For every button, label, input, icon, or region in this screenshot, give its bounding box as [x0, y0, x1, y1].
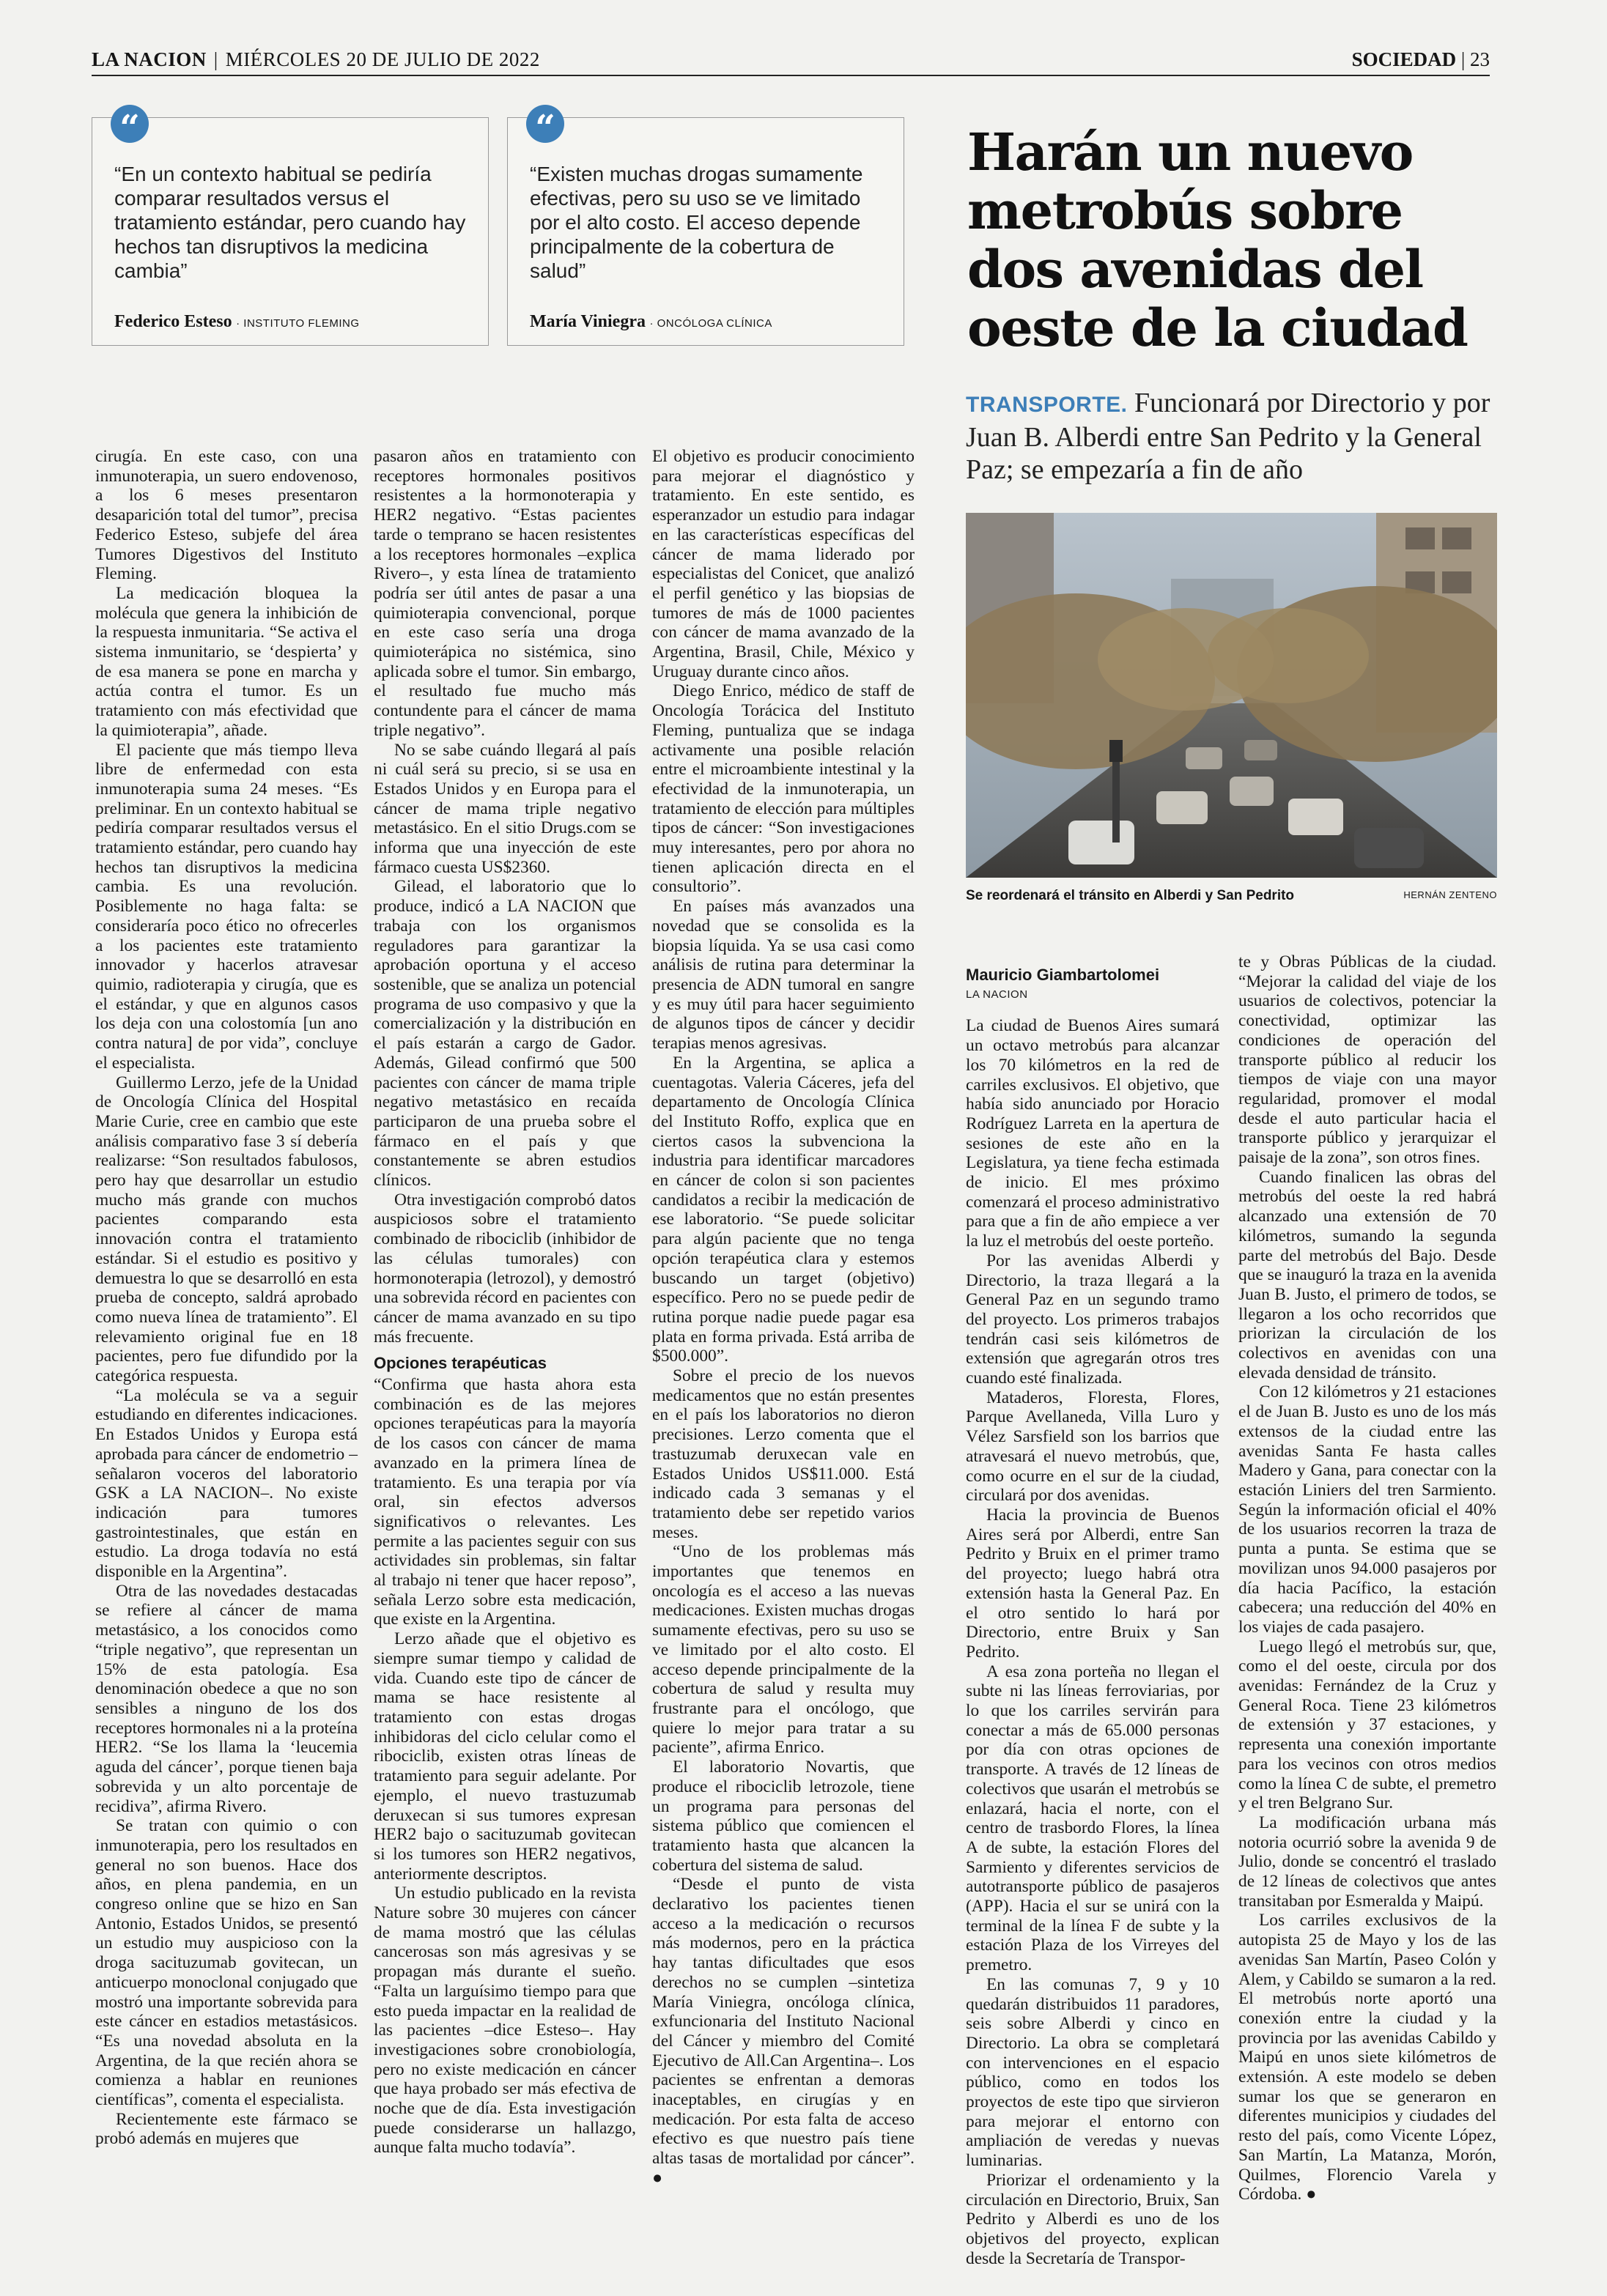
header-left [92, 48, 540, 71]
paragraph: Diego Enrico, médico de staff de Oncología Torácica del Instituto Fleming, puntualiza que se indaga activamente una posible relación entre el microambiente intestinal y la efectividad de la inmunoterapia, un tratamiento de elección para múltiples tipos de cáncer: “Son investigaciones muy interesantes, pero por ahora no tienen aplicación directa en el consultorio”. [652, 681, 915, 897]
paragraph: Sobre el precio de los nuevos medicamentos que no están presentes en el país los laboratorios no dieron precisiones. Lerzo comenta que el trastuzumab deruxecan vale en Estados Unidos US$11.000. Está indicado cada 3 semanas y el tratamiento debe ser repetido varios meses. [652, 1366, 915, 1542]
paragraph: cirugía. En este caso, con una inmunoterapia, un suero endovenoso, a los 6 meses presentaron desaparición total del tumor”, precisa Federico Esteso, subjefe del área Tumores Digestivos del Instituto Fleming. [95, 447, 358, 584]
article2-column-1 [966, 966, 1219, 2268]
pull-quote-text: “En un contexto habitual se pediría comparar resultados versus el tratamiento estándar, pero cuando hay hechos tan disruptivos la medicina cambia” [114, 163, 466, 282]
page-number: 23 [1470, 48, 1490, 70]
article-photo [966, 513, 1497, 878]
paragraph: El laboratorio Novartis, que produce el ribociclib letrozole, tiene un programa para personas del sistema público que comiencen el tratamiento hasta que alcancen la cobertura del sistema de salud. [652, 1758, 915, 1875]
article-kicker [966, 387, 1508, 486]
page-header [92, 45, 1490, 76]
paragraph: El paciente que más tiempo lleva libre de enfermedad con esta inmunoterapia suma 24 meses. “Es preliminar. En un contexto habitual se pediría comparar resultados versus el tratamiento estándar, pero cuando hay hechos tan disruptivos la medicina cambia. Es una revolución. Posiblemente no haga falta: se consideraría poco ético no ofrecerles a los pacientes este tratamiento innovador y hacerlos atravesar quimio, radioterapia y cirugía, que es el estándar, y que en algunos casos los deja con una colostomía [un ano contra natura] de por vida”, concluye el especialista. [95, 740, 358, 1073]
paragraph: Se tratan con quimio o con inmunoterapia, pero los resultados en general no son buenos. Hace dos años, en plena pandemia, en un congreso online que se hizo en San Antonio, Estados Unidos, se presentó un estudio muy auspicioso con la droga sacituzumab govitecan, un anticuerpo monoclonal conjugado que mostró una importante sobrevida para este cáncer en estadios metastásicos. “Es una novedad absoluta en la Argentina, de la que recién ahora se comienza a hablar en reuniones científicas”, comenta el especialista. [95, 1816, 358, 2110]
header-separator: | [1456, 48, 1470, 70]
header-right [1352, 48, 1490, 71]
paragraph: Otra de las novedades destacadas se refiere al cáncer de mama metastásico, a los conocidos como “triple negativo”, que representan un 15% de esta patología. Esa denominación obedece a que no son sensibles a ninguno de los dos receptores hormonales ni a la proteína HER2. “Se los llama la ‘leucemia aguda del cáncer’, porque tienen baja sobrevida y un alto porcentaje de recidiva”, afirma Rivero. [95, 1581, 358, 1816]
kicker-text: Funcionará por Directorio y por Juan B. Alberdi entre San Pedrito y la General Paz; se empezaría a fin de año [966, 388, 1490, 485]
article1-column-2 [374, 447, 636, 2158]
pull-quote-1 [92, 108, 489, 346]
pull-quote-author [530, 312, 772, 332]
pull-quote-author [114, 312, 360, 332]
paragraph: Recientemente este fármaco se probó además en mujeres que [95, 2109, 358, 2149]
paragraph: “La molécula se va a seguir estudiando en diferentes indicaciones. En Estados Unidos y Europa está aprobada para cáncer de endometrio –señalaron voceros del laboratorio GSK a LA NACION–. No existe indicación para tumores gastrointestinales, que están en estudio. La droga todavía no está disponible en la Argentina”. [95, 1385, 358, 1582]
quote-icon: “ [526, 105, 564, 143]
paragraph: No se sabe cuándo llegará al país ni cuál será su precio, si se usa en Estados Unidos y en Europa para el cáncer de mama triple negativo metastásico. En el sitio Drugs.com se informa que una inyección de este fármaco cuesta US$2360. [374, 740, 636, 877]
photo-caption-text: Se reordenará el tránsito en Alberdi y San Pedrito [966, 888, 1295, 903]
paragraph: te y Obras Públicas de la ciudad. “Mejorar la calidad del viaje de los usuarios de colectivos, potenciar la conectividad, optimizar las condiciones de operación del transporte público al reducir los tiempos de viaje con una mayor regularidad, promover el modal desde el auto particular hacia el transporte público y jerarquizar el paisaje de la zona”, son otros fines. [1238, 952, 1496, 1168]
paragraph: Otra investigación comprobó datos auspiciosos sobre el tratamiento combinado de ribociclib (inhibidor de las células tumorales) con hormonoterapia (letrozol), y demostró una sobrevida récord en pacientes con cáncer de mama avanzado en su tipo más frecuente. [374, 1190, 636, 1347]
paragraph: Hacia la provincia de Buenos Aires será por Alberdi, entre San Pedrito y Bruix en el primer tramo del proyecto; luego habrá otra extensión hasta la General Paz. En el otro sentido lo hará por Directorio, entre Bruix y San Pedrito. [966, 1505, 1219, 1662]
paragraph: A esa zona porteña no llegan el subte ni las líneas ferroviarias, por lo que los carriles servirán para conectar a más de 65.000 personas por día con otras opciones de transporte. A través de 12 líneas de colectivos que usarán el metrobús se enlazará, hacia el norte, con el centro de trasbordo Flores, la línea A de subte, la estación Flores del Sarmiento y diferentes servicios de autotransporte público de pasajeros (APP). Hacia el sur se unirá con la terminal de la línea F de subte y la estación Plaza de los Virreyes del premetro. [966, 1662, 1219, 1975]
photo-caption [966, 888, 1497, 904]
paragraph: La modificación urbana más notoria ocurrió sobre la avenida 9 de Julio, donde se concentró el traslado de 12 líneas de colectivos que antes transitaban por Esmeralda y Maipú. [1238, 1812, 1496, 1911]
pull-quote-author-role: · ONCÓLOGA CLÍNICA [649, 317, 772, 330]
paragraph: pasaron años en tratamiento con receptores hormonales positivos resistentes a la hormonoterapia y HER2 negativo. “Estas pacientes tarde o temprano se hacen resistentes a los receptores hormonales –explica Rivero–, y esta línea de tratamiento podría ser útil antes de pasar a una quimioterapia convencional, porque en este caso sería una droga quimioterápica no sistémica, sino aplicada sobre el tumor. Sin embargo, el resultado fue mucho más contundente para el cáncer de mama triple negativo”. [374, 447, 636, 740]
byline-organization: LA NACION [966, 988, 1028, 1001]
paragraph: Luego llegó el metrobús sur, que, como el del oeste, circula por dos avenidas: Fernández de la Cruz y General Roca. Tiene 23 kilómetros de extensión y 37 estaciones, y representa una conexión importante para los vecinos con otros medios como la línea C de subte, el premetro y el tren Belgrano Sur. [1238, 1637, 1496, 1813]
paragraph: Un estudio publicado en la revista Nature sobre 30 mujeres con cáncer de mama mostró que las células cancerosas son más agresivas y se propagan más durante el sueño. “Falta un larguísimo tiempo para que esto pueda impactar en la realidad de las pacientes –dice Esteso–. Hay investigaciones sobre cronobiología, pero no existe medicación en cáncer que haya probado ser más efectiva de noche que de día. Esta investigación puede considerarse un hallazgo, aunque falta mucho todavía”. [374, 1884, 636, 2158]
paragraph: “Uno de los problemas más importantes que tenemos en oncología es el acceso a las nuevas medicaciones. Existen muchas drogas sumamente efectivas, pero su uso se ve limitado por el alto costo. El acceso depende principalmente de la cobertura de salud y resulta muy frustrante para el oncólogo, que quiere lo mejor para tratar a su paciente”, afirma Enrico. [652, 1542, 915, 1758]
pull-quote-author-name: María Viniegra [530, 312, 646, 331]
header-separator: | [213, 48, 218, 70]
paragraph: Mataderos, Floresta, Flores, Parque Avellaneda, Villa Luro y Vélez Sarsfield son los barrios que atravesará el nuevo metrobús, que, como ocurre en el sur de la ciudad, circulará por dos avenidas. [966, 1388, 1219, 1506]
paragraph: Los carriles exclusivos de la autopista 25 de Mayo y los de las avenidas San Martín, Paseo Colón y Alem, y Cabildo se sumaron a la red. El metrobús norte aportó una conexión entre la ciudad y la provincia por las avenidas Cabildo y Maipú en unos siete kilómetros de extensión. A este modelo se deben sumar los que se generaron en diferentes municipios y ciudades del resto del país, como Vicente López, San Martín, La Matanza, Morón, Quilmes, Florencio Varela y Córdoba. ● [1238, 1911, 1496, 2204]
pull-quote-2 [507, 108, 904, 346]
street-photo-illustration [966, 513, 1497, 878]
paragraph: El objetivo es producir conocimiento para mejorar el diagnóstico y tratamiento. En este sentido, es esperanzador un estudio para indagar en las características específicas del cáncer de mama liderado por especialistas del Conicet, que analizó el perfil genético y las biopsias de tumores de más de 1000 pacientes con cáncer de mama avanzado de la Argentina, Brasil, Chile, México y Uruguay durante cinco años. [652, 447, 915, 681]
article1-column-3 [652, 447, 915, 2188]
paragraph: Gilead, el laboratorio que lo produce, indicó a LA NACION que trabaja con los organismos reguladores para garantizar la aprobación oportuna y el acceso sostenible, que se analiza un potencial programa de uso compasivo y que la comercialización y la distribución en el país estarán a cargo de Gador. Además, Gilead confirmó que 500 pacientes con cáncer de mama triple negativo metastásico en recaída participaron de una prueba sobre el fármaco en el país y que constantemente se abren estudios clínicos. [374, 877, 636, 1190]
article-headline: Harán un nuevo metrobús sobre dos avenidas del oeste de la ciudad [967, 122, 1468, 358]
pull-quote-text: “Existen muchas drogas sumamente efectivas, pero su uso se ve limitado por el alto costo. El acceso depende principalmente de la cobertura de salud” [530, 163, 863, 282]
paragraph: Por las avenidas Alberdi y Directorio, la traza llegará a la General Paz en un segundo tramo del proyecto. Los primeros trabajos tendrán casi seis kilómetros de extensión que agregarán otros tres cuando esté finalizada. [966, 1251, 1219, 1388]
pull-quote-author-name: Federico Esteso [114, 312, 232, 331]
paragraph: “Confirma que hasta ahora esta combinación es de las mejores opciones terapéuticas para la mayoría de los casos con cáncer de mama avanzado en la primera línea de tratamiento. Es una terapia por vía oral, sin efectos adversos significativos o relevantes. Les permite a las pacientes seguir con sus actividades sin problemas, sin faltar al trabajo ni tener que hacer reposo”, señala Lerzo sobre esta medicación, que existe en la Argentina. [374, 1375, 636, 1629]
section-name: SOCIEDAD [1351, 48, 1457, 70]
quote-icon: “ [111, 105, 149, 143]
article2-column-2 [1238, 952, 1496, 2204]
paragraph: En la Argentina, se aplica a cuentagotas. Valeria Cáceres, jefa del departamento de Oncología Clínica del Instituto Roffo, explica que en ciertos casos la subvenciona la industria para identificar marcadores en cáncer de colon si son pacientes candidatos a recibir la medicación de ese laboratorio. “Se puede solicitar para algún paciente que no tenga opción terapéutica clara y estemos buscando un target (objetivo) específico. Pero no se puede pedir de rutina porque nadie puede pagar esa plata en forma privada. Está arriba de $500.000”. [652, 1053, 915, 1366]
pull-quote-author-role: · INSTITUTO FLEMING [236, 317, 360, 330]
byline-author: Mauricio Giambartolomei [966, 966, 1160, 984]
photo-credit: HERNÁN ZENTENO [1403, 889, 1497, 900]
header-date: MIÉRCOLES 20 DE JULIO DE 2022 [225, 48, 540, 70]
paragraph: Cuando finalicen las obras del metrobús del oeste la red habrá alcanzado una extensión de 70 kilómetros, sumando la segunda parte del metrobús del Bajo. Desde que se inauguró la traza en la avenida Juan B. Justo, el primero de todos, se llegaron a los ocho recorridos que priorizan la circulación de los colectivos en avenidas con una elevada densidad de tránsito. [1238, 1167, 1496, 1382]
newspaper-brand: LA NACION [92, 48, 207, 70]
paragraph: Con 12 kilómetros y 21 estaciones el de Juan B. Justo es uno de los más extensos de la ciudad entre las avenidas Santa Fe hasta calles Madero y Gana, para conectar con la estación Liniers del tren Sarmiento. Según la información oficial el 40% de los usuarios recorren la traza de punta a punta. Se estima que se movilizan unos 94.000 pasajeros por día hacia Pacífico, la estación cabecera; una reducción del 40% en los viajes de cada pasajero. [1238, 1382, 1496, 1637]
paragraph: La ciudad de Buenos Aires sumará un octavo metrobús para alcanzar los 70 kilómetros en la red de carriles exclusivos. El objetivo, que había sido anunciado por Horacio Rodríguez Larreta en la apertura de sesiones de este año en la Legislatura, ya tiene fecha estimada de inicio. El mes próximo comenzará el proceso administrativo para que a fin de año empiece a ver la luz el metrobús del oeste porteño. [966, 1016, 1219, 1251]
paragraph: Guillermo Lerzo, jefe de la Unidad de Oncología Clínica del Hospital Marie Curie, cree en cambio que este análisis comparativo fase 3 sí debería realizarse: “Son resultados fabulosos, pero hay que desarrollar un estudio mucho más grande con muchos pacientes comparando esta innovación contra el tratamiento estándar. Si el estudio es positivo y demuestra lo que se desarrolló en esta prueba de concepto, saldrá aprobado como nueva línea de tratamiento”. El relevamiento original fue en 18 pacientes, pero fue difundido por la categórica respuesta. [95, 1073, 358, 1386]
paragraph: La medicación bloquea la molécula que genera la inhibición de la respuesta inmunitaria. “Se activa el sistema inmunitario, se ‘despierta’ y de esa manera se pone en marcha y actúa contra el tumor. Es un tratamiento con más efectividad que la quimioterapia”, añade. [95, 583, 358, 740]
paragraph: “Desde el punto de vista declarativo los pacientes tienen acceso a la medicación o recursos más modernos, pero en la práctica hay tantas dificultades que esos derechos no se cumplen –sintetiza María Viniegra, oncóloga clínica, exfuncionaria del Instituto Nacional del Cáncer y miembro del Comité Ejecutivo de All.Can Argentina–. Los pacientes se enfrentan a demoras inaceptables, en cirugías y en medicación. Por esta falta de acceso efectivo es que nuestro país tiene altas tasas de mortalidad por cáncer”. ● [652, 1875, 915, 2188]
paragraph: En las comunas 7, 9 y 10 quedarán distribuidos 11 paradores, seis sobre Alberdi y cinco en Directorio. La obra se completará con intervenciones en el espacio público, como en todos los proyectos de este tipo que sirvieron para mejorar el entorno con ampliación de veredas y nuevas luminarias. [966, 1974, 1219, 2171]
subheading: Opciones terapéuticas [374, 1354, 547, 1373]
paragraph: Lerzo añade que el objetivo es siempre sumar tiempo y calidad de vida. Cuando este tipo de cáncer de mama se hace resistente al tratamiento con estas drogas inhibidoras del ciclo celular como el ribociclib, existen otras líneas de tratamiento para seguir adelante. Por ejemplo, el nuevo trastuzumab deruxecan si sus tumores expresan HER2 bajo o sacituzumab govitecan si los tumores son HER2 negativos, anteriormente descriptos. [374, 1629, 636, 1884]
paragraph: En países más avanzados una novedad que se consolida es la biopsia líquida. Ya se usa casi como análisis de rutina para determinar la presencia de ADN tumoral en sangre y es muy útil para hacer seguimiento de algunos tipos de cáncer y decidir terapias menos agresivas. [652, 897, 915, 1053]
article1-column-1 [95, 447, 358, 2149]
paragraph: Priorizar el ordenamiento y la circulación en Directorio, Bruix, San Pedrito y Alberdi es uno de los objetivos del proyecto, explican desde la Secretaría de Transpor- [966, 2170, 1219, 2268]
kicker-tag: TRANSPORTE. [966, 393, 1128, 417]
